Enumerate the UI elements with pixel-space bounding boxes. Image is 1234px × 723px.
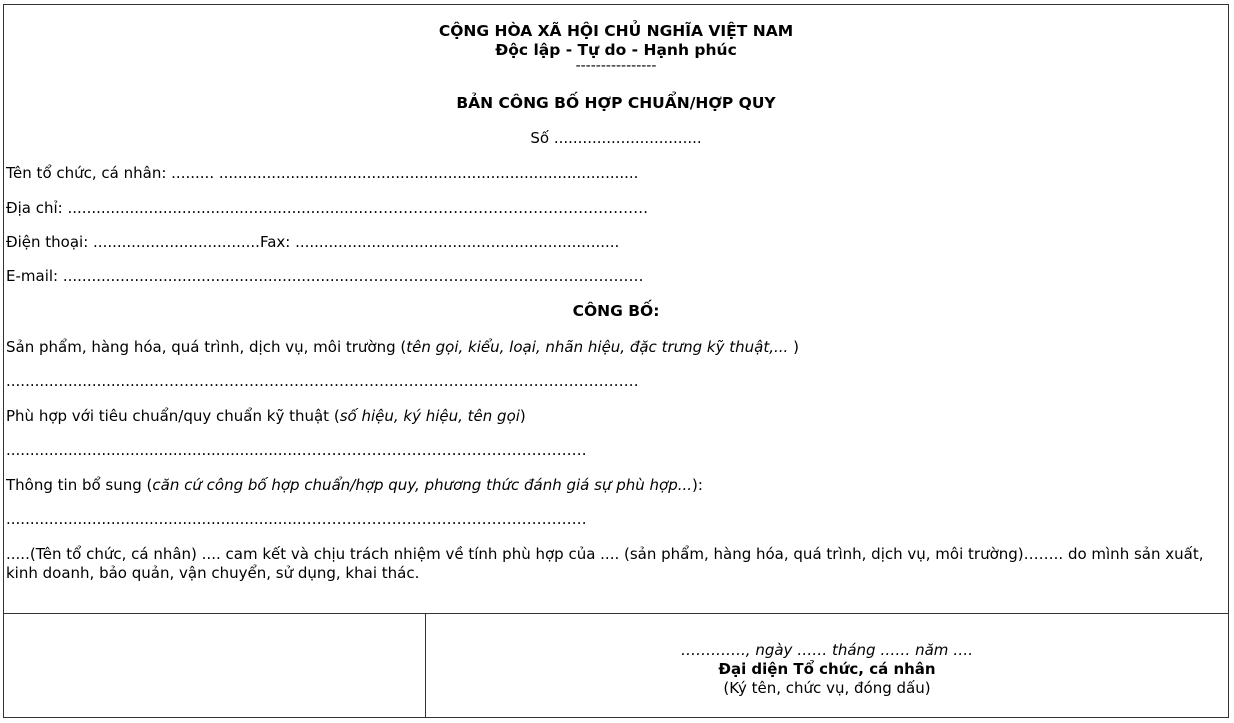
standard-close: ) [519, 407, 526, 425]
product-dots: ..............................…………………………………………..………………………………………… [6, 372, 639, 390]
header-divider: ---------------- [575, 58, 657, 74]
standard-hint: số hiệu, ký hiệu, tên gọi [339, 407, 520, 425]
phone-field: Điện thoại: ................................... [6, 233, 260, 251]
address-field: Địa chỉ: ..............................................................………………………………………………… [6, 199, 649, 217]
email-field: E-mail: ..............................................................………………………………………………… [6, 267, 644, 285]
blank-cell [4, 614, 426, 717]
commitment-paragraph: .....(Tên tổ chức, cá nhân) .... cam kết và chịu trách nhiệm về tính phù hợp của .... (sản phẩm, hàng hóa, quá trình, dịch vụ, môi trường)…….. do mình sản xuất, kinh doanh, bảo quản, vận chuyển, sử dụng, khai thác. [6, 545, 1204, 582]
signature-instruction: (Ký tên, chức vụ, đóng dấu) [723, 679, 931, 697]
date-line: …………., ngày …… tháng …… năm …. [681, 641, 973, 659]
product-label-text: Sản phẩm, hàng hóa, quá trình, dịch vụ, môi trường ( [6, 338, 407, 356]
product-label [6, 338, 799, 356]
standard-label-text: Phù hợp với tiêu chuẩn/quy chuẩn kỹ thuật ( [6, 407, 340, 425]
extra-label-text: Thông tin bổ sung ( [6, 476, 153, 494]
document-number: Số ............................... [530, 129, 702, 147]
declaration-form [3, 4, 1229, 718]
standard-label [6, 407, 526, 425]
extra-close: ): [692, 476, 703, 494]
standard-dots: ..............................................................………………………………………………… [6, 441, 587, 459]
document-title: BẢN CÔNG BỐ HỢP CHUẨN/HỢP QUY [456, 94, 776, 112]
extra-info-dots: ..............................................................………………………………………………… [6, 510, 587, 528]
extra-info-label [6, 476, 703, 494]
signature-cell [426, 614, 1228, 717]
declaration-heading: CÔNG BỐ: [572, 302, 660, 320]
product-close: ) [788, 338, 799, 356]
representative-role: Đại diện Tổ chức, cá nhân [718, 660, 936, 678]
product-hint: tên gọi, kiểu, loại, nhãn hiệu, đặc trưng kỹ thuật,... [406, 338, 789, 356]
org-name-field: Tên tổ chức, cá nhân: ......... ........................................................................................ [6, 164, 639, 182]
form-body-cell [4, 5, 1228, 614]
phone-fax-field [6, 233, 619, 251]
extra-hint: căn cứ công bố hợp chuẩn/hợp quy, phương thức đánh giá sự phù hợp... [152, 476, 693, 494]
country-name: CỘNG HÒA XÃ HỘI CHỦ NGHĨA VIỆT NAM [438, 22, 794, 40]
fax-field: Fax: .................................................................... [259, 233, 620, 251]
national-motto: Độc lập - Tự do - Hạnh phúc [495, 41, 737, 59]
